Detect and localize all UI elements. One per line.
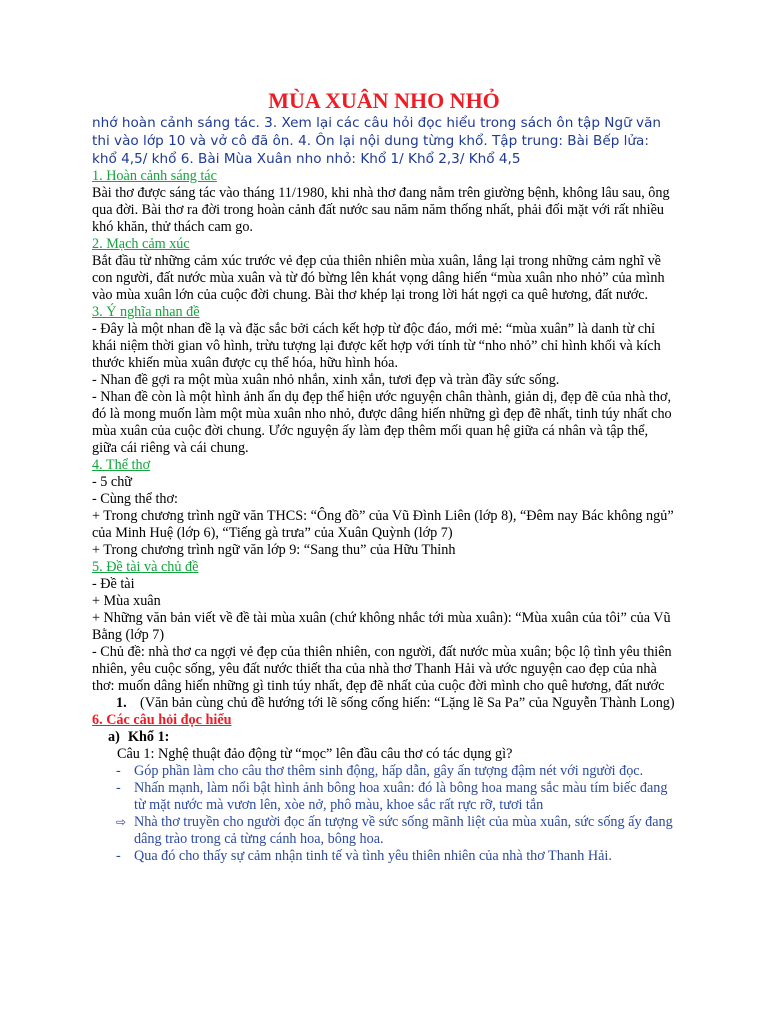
paragraph: + Những văn bản viết về đề tài mùa xuân (chứ không nhắc tới mùa xuân): “Mùa xuân của tôi” của Vũ Bằng (lớp 7) bbox=[92, 610, 671, 643]
intro-paragraph: nhớ hoàn cảnh sáng tác. 3. Xem lại các câu hỏi đọc hiểu trong sách ôn tập Ngữ văn thi vào lớp 10 và vở cô đã ôn. 4. Ôn lại nội dung từng khổ. Tập trung: Bài Bếp lửa: khổ 4,5/ khổ 6. Bài Mùa Xuân nho nhỏ: Khổ 1/ Khổ 2,3/ Khổ 4,5 bbox=[92, 115, 662, 167]
paragraph: Bài thơ được sáng tác vào tháng 11/1980, khi nhà thơ đang nằm trên giường bệnh, không lâu sau, ông qua đời. Bài thơ ra đời trong hoàn cảnh đất nước sau năm năm thống nhất, phải đối mặt với rất nhiều khó khăn, thử thách cam go. bbox=[92, 185, 670, 235]
list-item-text: Góp phần làm cho câu thơ thêm sinh động, hấp dẫn, gây ấn tượng đậm nét với người đọc. bbox=[134, 763, 644, 779]
list-item bbox=[92, 814, 676, 848]
list-item bbox=[92, 763, 676, 780]
paragraph: + Mùa xuân bbox=[92, 593, 161, 609]
list-item-text: Nhấn mạnh, làm nổi bật hình ảnh bông hoa xuân: đó là bông hoa mang sắc màu tím biếc đang từ mặt nước mà vươn lên, xòe nở, phô màu, khoe sắc rất rực rỡ, tươi tắn bbox=[134, 780, 668, 813]
paragraph: - Đề tài bbox=[92, 576, 135, 592]
dash-marker: - bbox=[116, 763, 121, 779]
section-heading-emotion: 2. Mạch cảm xúc bbox=[92, 236, 190, 252]
section-heading-reading-questions: 6. Các câu hỏi đọc hiểu bbox=[92, 712, 232, 728]
question-text: Câu 1: Nghệ thuật đảo động từ “mọc” lên đầu câu thơ có tác dụng gì? bbox=[117, 746, 513, 762]
paragraph: - Chủ đề: nhà thơ ca ngợi vẻ đẹp của thiên nhiên, con người, đất nước mùa xuân; bộc lộ tình yêu thiên nhiên, yêu cuộc sống, yêu đất nước thiết tha của nhà thơ Thanh Hải và ước nguyện cao đẹp của nhà thơ: muốn dâng hiến những gì tinh túy nhất, đẹp đẽ nhất của cuộc đời mình cho quê hương, đất nước bbox=[92, 644, 672, 694]
sub-heading bbox=[92, 729, 676, 746]
arrow-right-icon: ⇨ bbox=[116, 815, 127, 829]
section-heading-poem-form: 4. Thể thơ bbox=[92, 457, 151, 473]
sub-heading-letter: a) bbox=[108, 729, 120, 745]
list-item-text: (Văn bản cùng chủ đề hướng tới lẽ sống cống hiến: “Lặng lẽ Sa Pa” của Nguyễn Thành Long) bbox=[140, 695, 675, 711]
dash-marker: - bbox=[116, 780, 121, 796]
list-item bbox=[92, 848, 676, 865]
page-title: MÙA XUÂN NHO NHỎ bbox=[268, 88, 500, 113]
list-item-text: Nhà thơ truyền cho người đọc ấn tượng về sức sống mãnh liệt của mùa xuân, sức sống ấy đang dâng trào trong cả từng cánh hoa, bông hoa. bbox=[134, 814, 673, 847]
list-item bbox=[92, 780, 676, 814]
paragraph: - Đây là một nhan đề lạ và đặc sắc bởi cách kết hợp từ độc đáo, mới mẻ: “mùa xuân” là danh từ chỉ khái niệm thời gian vô hình, trừu tượng lại được kết hợp với tính từ “nho nhỏ” chỉ hình khối và kích thước khiến mùa xuân được cụ thể hóa, hữu hình hóa. bbox=[92, 321, 661, 371]
dash-marker: - bbox=[116, 848, 121, 864]
document-body bbox=[92, 168, 676, 865]
paragraph: - Nhan đề còn là một hình ảnh ẩn dụ đẹp thể hiện ước nguyện chân thành, giản dị, đẹp đẽ của nhà thơ, đó là mong muốn làm một mùa xuân nho nhỏ, được dâng hiến những gì đẹp đẽ nhất, tinh túy nhất cho mùa xuân của cuộc đời chung. Ước nguyện ấy làm đẹp thêm mối quan hệ giữa cá nhân và tập thể, giữa cái riêng và cái chung. bbox=[92, 389, 672, 456]
list-item-text: Qua đó cho thấy sự cảm nhận tinh tế và tình yêu thiên nhiên của nhà thơ Thanh Hải. bbox=[134, 848, 612, 864]
list-number: 1. bbox=[116, 695, 127, 711]
section-heading-context: 1. Hoàn cảnh sáng tác bbox=[92, 168, 217, 184]
numbered-list-item bbox=[92, 695, 676, 712]
paragraph: + Trong chương trình ngữ văn lớp 9: “Sang thu” của Hữu Thỉnh bbox=[92, 542, 456, 558]
paragraph: - Cùng thể thơ: bbox=[92, 491, 178, 507]
paragraph: + Trong chương trình ngữ văn THCS: “Ông đồ” của Vũ Đình Liên (lớp 8), “Đêm nay Bác không ngủ” của Minh Huệ (lớp 6), “Tiếng gà trưa” của Xuân Quỳnh (lớp 7) bbox=[92, 508, 674, 541]
paragraph: - Nhan đề gợi ra một mùa xuân nhỏ nhắn, xinh xắn, tươi đẹp và tràn đầy sức sống. bbox=[92, 372, 560, 388]
paragraph: - 5 chữ bbox=[92, 474, 132, 490]
sub-heading-label: Khổ 1: bbox=[128, 729, 170, 745]
section-heading-theme: 5. Đề tài và chủ đề bbox=[92, 559, 199, 575]
section-heading-title-meaning: 3. Ý nghĩa nhan đề bbox=[92, 304, 200, 320]
paragraph: Bắt đầu từ những cảm xúc trước vẻ đẹp của thiên nhiên mùa xuân, lắng lại trong những cảm nghĩ về con người, đất nước mùa xuân và từ đó bừng lên khát vọng dâng hiến “mùa xuân nho nhỏ” của mình vào mùa xuân lớn của cuộc đời chung. Bài thơ khép lại trong lời hát ngợi ca quê hương, đất nước. bbox=[92, 253, 665, 303]
